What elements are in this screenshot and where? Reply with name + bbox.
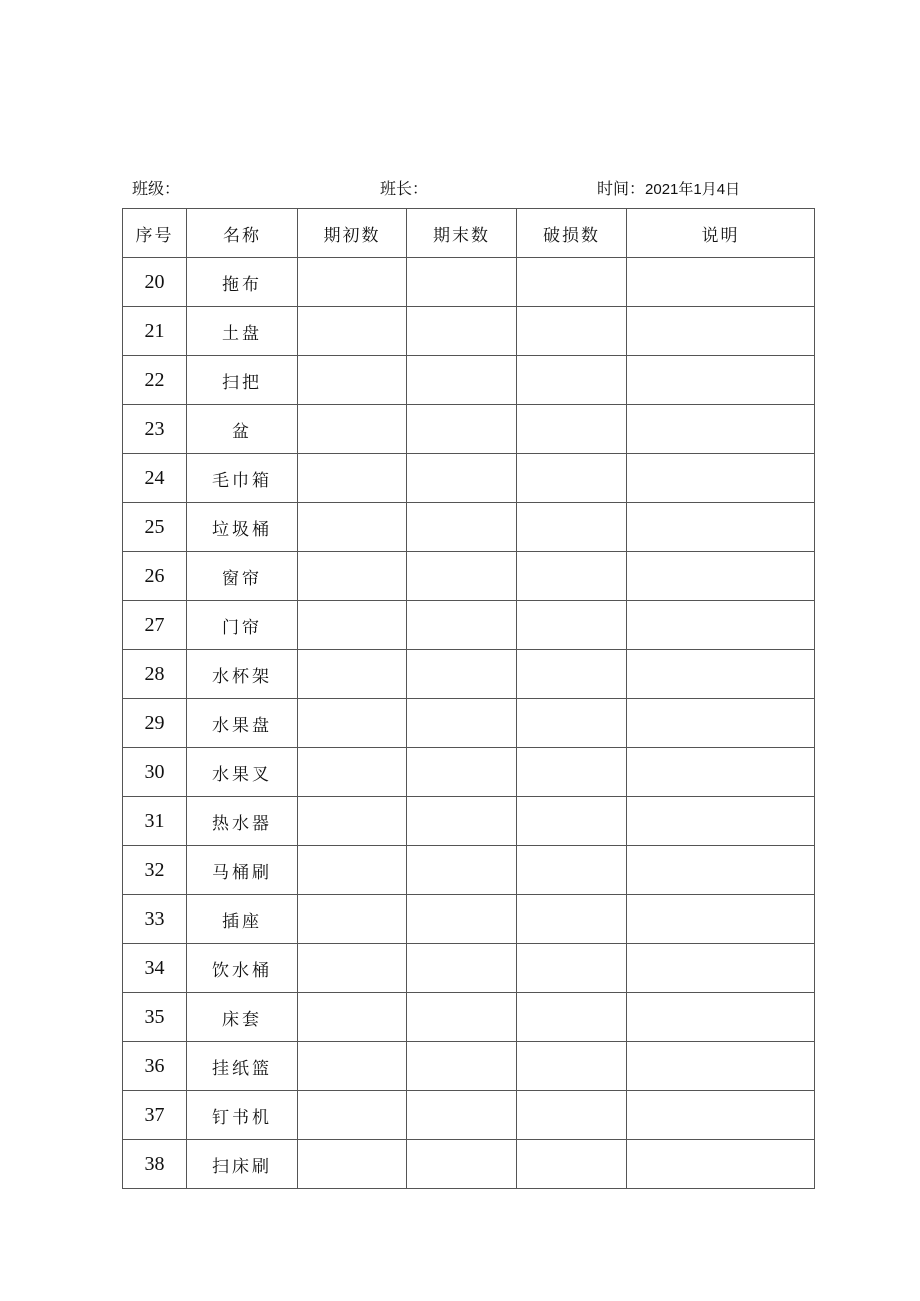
row-number: 26 — [123, 552, 187, 601]
table-row — [123, 1091, 815, 1140]
row-number: 23 — [123, 405, 187, 454]
notes-cell[interactable] — [627, 454, 815, 503]
col-header-damaged-count: 破损数 — [517, 209, 627, 258]
row-number: 28 — [123, 650, 187, 699]
item-name: 水果叉 — [187, 748, 298, 797]
notes-cell[interactable] — [627, 258, 815, 307]
opening-count-cell[interactable] — [298, 797, 407, 846]
opening-count-cell[interactable] — [298, 944, 407, 993]
closing-count-cell[interactable] — [407, 1091, 517, 1140]
notes-cell[interactable] — [627, 307, 815, 356]
table-header-row — [123, 209, 815, 258]
row-number: 22 — [123, 356, 187, 405]
item-name: 水杯架 — [187, 650, 298, 699]
damaged-count-cell[interactable] — [517, 650, 627, 699]
row-number: 31 — [123, 797, 187, 846]
table-row — [123, 650, 815, 699]
closing-count-cell[interactable] — [407, 454, 517, 503]
opening-count-cell[interactable] — [298, 1042, 407, 1091]
row-number: 36 — [123, 1042, 187, 1091]
item-name: 水果盘 — [187, 699, 298, 748]
table-row — [123, 797, 815, 846]
item-name: 毛巾箱 — [187, 454, 298, 503]
closing-count-cell[interactable] — [407, 944, 517, 993]
notes-cell[interactable] — [627, 503, 815, 552]
damaged-count-cell[interactable] — [517, 944, 627, 993]
notes-cell[interactable] — [627, 895, 815, 944]
item-name: 门帘 — [187, 601, 298, 650]
item-name: 挂纸篮 — [187, 1042, 298, 1091]
item-name: 垃圾桶 — [187, 503, 298, 552]
opening-count-cell[interactable] — [298, 748, 407, 797]
damaged-count-cell[interactable] — [517, 846, 627, 895]
opening-count-cell[interactable] — [298, 356, 407, 405]
time-label: 时间： — [597, 179, 646, 198]
notes-cell[interactable] — [627, 405, 815, 454]
row-number: 25 — [123, 503, 187, 552]
closing-count-cell[interactable] — [407, 650, 517, 699]
closing-count-cell[interactable] — [407, 895, 517, 944]
damaged-count-cell[interactable] — [517, 258, 627, 307]
damaged-count-cell[interactable] — [517, 601, 627, 650]
damaged-count-cell[interactable] — [517, 797, 627, 846]
table-row — [123, 552, 815, 601]
date-value: 2021年1月4日 — [645, 181, 741, 198]
item-name: 扫把 — [187, 356, 298, 405]
item-name: 土盘 — [187, 307, 298, 356]
opening-count-cell[interactable] — [298, 405, 407, 454]
opening-count-cell[interactable] — [298, 993, 407, 1042]
damaged-count-cell[interactable] — [517, 552, 627, 601]
row-number: 29 — [123, 699, 187, 748]
notes-cell[interactable] — [627, 1091, 815, 1140]
damaged-count-cell[interactable] — [517, 895, 627, 944]
table-row — [123, 356, 815, 405]
closing-count-cell[interactable] — [407, 405, 517, 454]
notes-cell[interactable] — [627, 699, 815, 748]
table-row — [123, 944, 815, 993]
item-name: 扫床刷 — [187, 1140, 298, 1189]
table-row — [123, 454, 815, 503]
monitor-label: 班长： — [380, 179, 429, 198]
damaged-count-cell[interactable] — [517, 993, 627, 1042]
opening-count-cell[interactable] — [298, 699, 407, 748]
notes-cell[interactable] — [627, 1140, 815, 1189]
notes-cell[interactable] — [627, 356, 815, 405]
damaged-count-cell[interactable] — [517, 748, 627, 797]
opening-count-cell[interactable] — [298, 846, 407, 895]
col-header-notes: 说明 — [627, 209, 815, 258]
item-name: 热水器 — [187, 797, 298, 846]
closing-count-cell[interactable] — [407, 1042, 517, 1091]
col-header-name: 名称 — [187, 209, 298, 258]
closing-count-cell[interactable] — [407, 1140, 517, 1189]
closing-count-cell[interactable] — [407, 552, 517, 601]
col-header-closing-count: 期末数 — [407, 209, 517, 258]
opening-count-cell[interactable] — [298, 650, 407, 699]
opening-count-cell[interactable] — [298, 307, 407, 356]
row-number: 35 — [123, 993, 187, 1042]
damaged-count-cell[interactable] — [517, 454, 627, 503]
row-number: 27 — [123, 601, 187, 650]
row-number: 38 — [123, 1140, 187, 1189]
col-header-number: 序号 — [123, 209, 187, 258]
table-row — [123, 405, 815, 454]
item-name: 马桶刷 — [187, 846, 298, 895]
opening-count-cell[interactable] — [298, 1091, 407, 1140]
notes-cell[interactable] — [627, 552, 815, 601]
damaged-count-cell[interactable] — [517, 307, 627, 356]
table-body — [123, 258, 815, 1189]
closing-count-cell[interactable] — [407, 748, 517, 797]
damaged-count-cell[interactable] — [517, 699, 627, 748]
row-number: 21 — [123, 307, 187, 356]
row-number: 34 — [123, 944, 187, 993]
damaged-count-cell[interactable] — [517, 1042, 627, 1091]
notes-cell[interactable] — [627, 797, 815, 846]
closing-count-cell[interactable] — [407, 846, 517, 895]
opening-count-cell[interactable] — [298, 1140, 407, 1189]
closing-count-cell[interactable] — [407, 797, 517, 846]
table-row — [123, 748, 815, 797]
row-number: 33 — [123, 895, 187, 944]
item-name: 窗帘 — [187, 552, 298, 601]
opening-count-cell[interactable] — [298, 503, 407, 552]
item-name: 插座 — [187, 895, 298, 944]
inventory-table — [122, 208, 815, 1189]
item-name: 拖布 — [187, 258, 298, 307]
col-header-opening-count: 期初数 — [298, 209, 407, 258]
row-number: 32 — [123, 846, 187, 895]
row-number: 24 — [123, 454, 187, 503]
table-row — [123, 601, 815, 650]
table-row — [123, 895, 815, 944]
class-label: 班级： — [132, 179, 181, 198]
closing-count-cell[interactable] — [407, 601, 517, 650]
notes-cell[interactable] — [627, 650, 815, 699]
table-row — [123, 1042, 815, 1091]
damaged-count-cell[interactable] — [517, 405, 627, 454]
form-header — [0, 172, 920, 200]
opening-count-cell[interactable] — [298, 454, 407, 503]
damaged-count-cell[interactable] — [517, 503, 627, 552]
damaged-count-cell[interactable] — [517, 1091, 627, 1140]
damaged-count-cell[interactable] — [517, 356, 627, 405]
opening-count-cell[interactable] — [298, 552, 407, 601]
damaged-count-cell[interactable] — [517, 1140, 627, 1189]
time-field — [597, 176, 740, 199]
opening-count-cell[interactable] — [298, 601, 407, 650]
closing-count-cell[interactable] — [407, 993, 517, 1042]
notes-cell[interactable] — [627, 993, 815, 1042]
row-number: 37 — [123, 1091, 187, 1140]
notes-cell[interactable] — [627, 846, 815, 895]
opening-count-cell[interactable] — [298, 258, 407, 307]
closing-count-cell[interactable] — [407, 503, 517, 552]
table-row — [123, 993, 815, 1042]
row-number: 30 — [123, 748, 187, 797]
closing-count-cell[interactable] — [407, 258, 517, 307]
item-name: 钉书机 — [187, 1091, 298, 1140]
item-name: 饮水桶 — [187, 944, 298, 993]
table-row — [123, 258, 815, 307]
table-row — [123, 699, 815, 748]
item-name: 盆 — [187, 405, 298, 454]
closing-count-cell[interactable] — [407, 356, 517, 405]
notes-cell[interactable] — [627, 601, 815, 650]
item-name: 床套 — [187, 993, 298, 1042]
closing-count-cell[interactable] — [407, 307, 517, 356]
closing-count-cell[interactable] — [407, 699, 517, 748]
table-row — [123, 307, 815, 356]
table-row — [123, 846, 815, 895]
notes-cell[interactable] — [627, 748, 815, 797]
opening-count-cell[interactable] — [298, 895, 407, 944]
row-number: 20 — [123, 258, 187, 307]
notes-cell[interactable] — [627, 1042, 815, 1091]
table-row — [123, 503, 815, 552]
table-row — [123, 1140, 815, 1189]
notes-cell[interactable] — [627, 944, 815, 993]
